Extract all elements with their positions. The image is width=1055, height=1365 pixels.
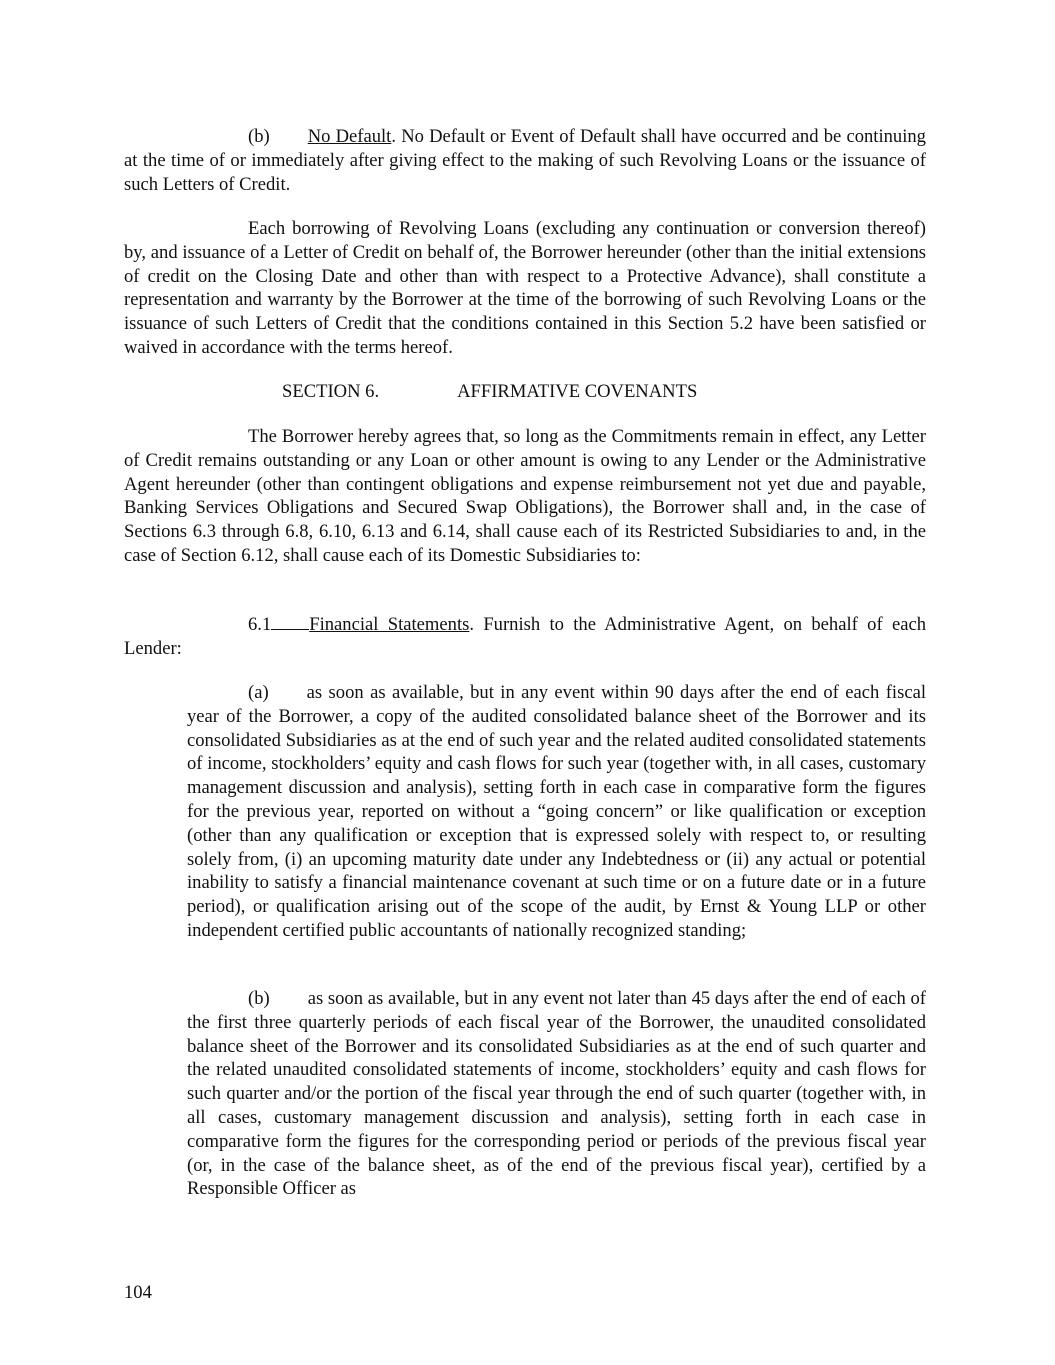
- paragraph-number: 6.1: [248, 614, 272, 635]
- paragraph-text: as soon as available, but in any event not later than 45 days after the end of each of the first three quarterly periods of each fiscal year of the Borrower, the unaudited consolidated balance sheet of the Borrower and its consolidated Subsidiaries as at the end of such quarter and the related unaudited consolidated statements of income, stockholders’ equity and cash flows for such quarter and/or the portion of the fiscal year through the end of such quarter (together with, in all cases, customary management discussion and analysis), setting forth in each case in comparative form the figures for the corresponding period or periods of the previous fiscal year (or, in the case of the balance sheet, as of the end of the previous fiscal year), certified by a Responsible Officer as: [187, 988, 926, 1200]
- section-title: AFFIRMATIVE COVENANTS: [457, 381, 698, 402]
- paragraph-text: Each borrowing of Revolving Loans (excluding any continuation or conversion thereof) by, and issuance of a Letter of Credit on behalf of, the Borrower hereunder (other than the initial extensions of credit on the Closing Date and other than with respect to a Protective Advance), shall constitute a representation and warranty by the Borrower at the time of the borrowing of such Revolving Loans or the issuance of such Letters of Credit that the conditions contained in this Section 5.2 have been satisfied or waived in accordance with the terms hereof.: [124, 218, 926, 358]
- paragraph-label: (b): [248, 126, 270, 147]
- paragraph-text: . No Default or Event of Default shall have occurred and be continuing at the time of or immediately after giving effect to the making of such Revolving Loans or the issuance of such Letters of Credit.: [124, 126, 926, 195]
- paragraph-text: The Borrower hereby agrees that, so long as the Commitments remain in effect, any Letter of Credit remains outstanding or any Loan or other amount is owing to any Lender or the Administrative Agent hereunder (other than contingent obligations and expense reimbursement not yet due and payable, Banking Services Obligations and Secured Swap Obligations), the Borrower shall and, in the case of Sections 6.3 through 6.8, 6.10, 6.13 and 6.14, shall cause each of its Restricted Subsidiaries to and, in the case of Section 6.12, shall cause each of its Domestic Subsidiaries to:: [124, 426, 926, 566]
- paragraph-each-borrowing: [124, 217, 926, 360]
- paragraph-a-annual: [187, 681, 926, 943]
- section-heading: [282, 380, 697, 404]
- paragraph-no-default: [124, 125, 926, 196]
- paragraph-label: (b): [248, 988, 270, 1009]
- paragraph-text: as soon as available, but in any event within 90 days after the end of each fiscal year of the Borrower, a copy of the audited consolidated balance sheet of the Borrower and its consolidated Subsidiaries as at the end of such year and the related audited consolidated statements of income, stockholders’ equity and cash flows for such year (together with, in all cases, customary management discussion and analysis), setting forth in each case in comparative form the figures for the previous year, reported on without a “going concern” or like qualification or exception (other than any qualification or exception that is expressed solely with respect to, or resulting solely from, (i) an upcoming maturity date under any Indebtedness or (ii) any actual or potential inability to satisfy a financial maintenance covenant at such time or on a future date or in a future period), or qualification arising out of the scope of the audit, by Ernst & Young LLP or other independent certified public accountants of nationally recognized standing;: [187, 682, 926, 941]
- page-number: 104: [124, 1282, 152, 1303]
- paragraph-b-quarterly: [187, 987, 926, 1201]
- paragraph-text: . Furnish to the Administrative Agent, on behalf of each Lender:: [124, 614, 926, 659]
- paragraph-heading: No Default: [307, 126, 392, 147]
- paragraph-6-1: [124, 613, 926, 661]
- paragraph-label: (a): [248, 682, 269, 703]
- paragraph-borrower-agrees: [124, 425, 926, 568]
- section-number: SECTION 6.: [282, 381, 380, 402]
- paragraph-heading: Financial Statements: [309, 614, 470, 635]
